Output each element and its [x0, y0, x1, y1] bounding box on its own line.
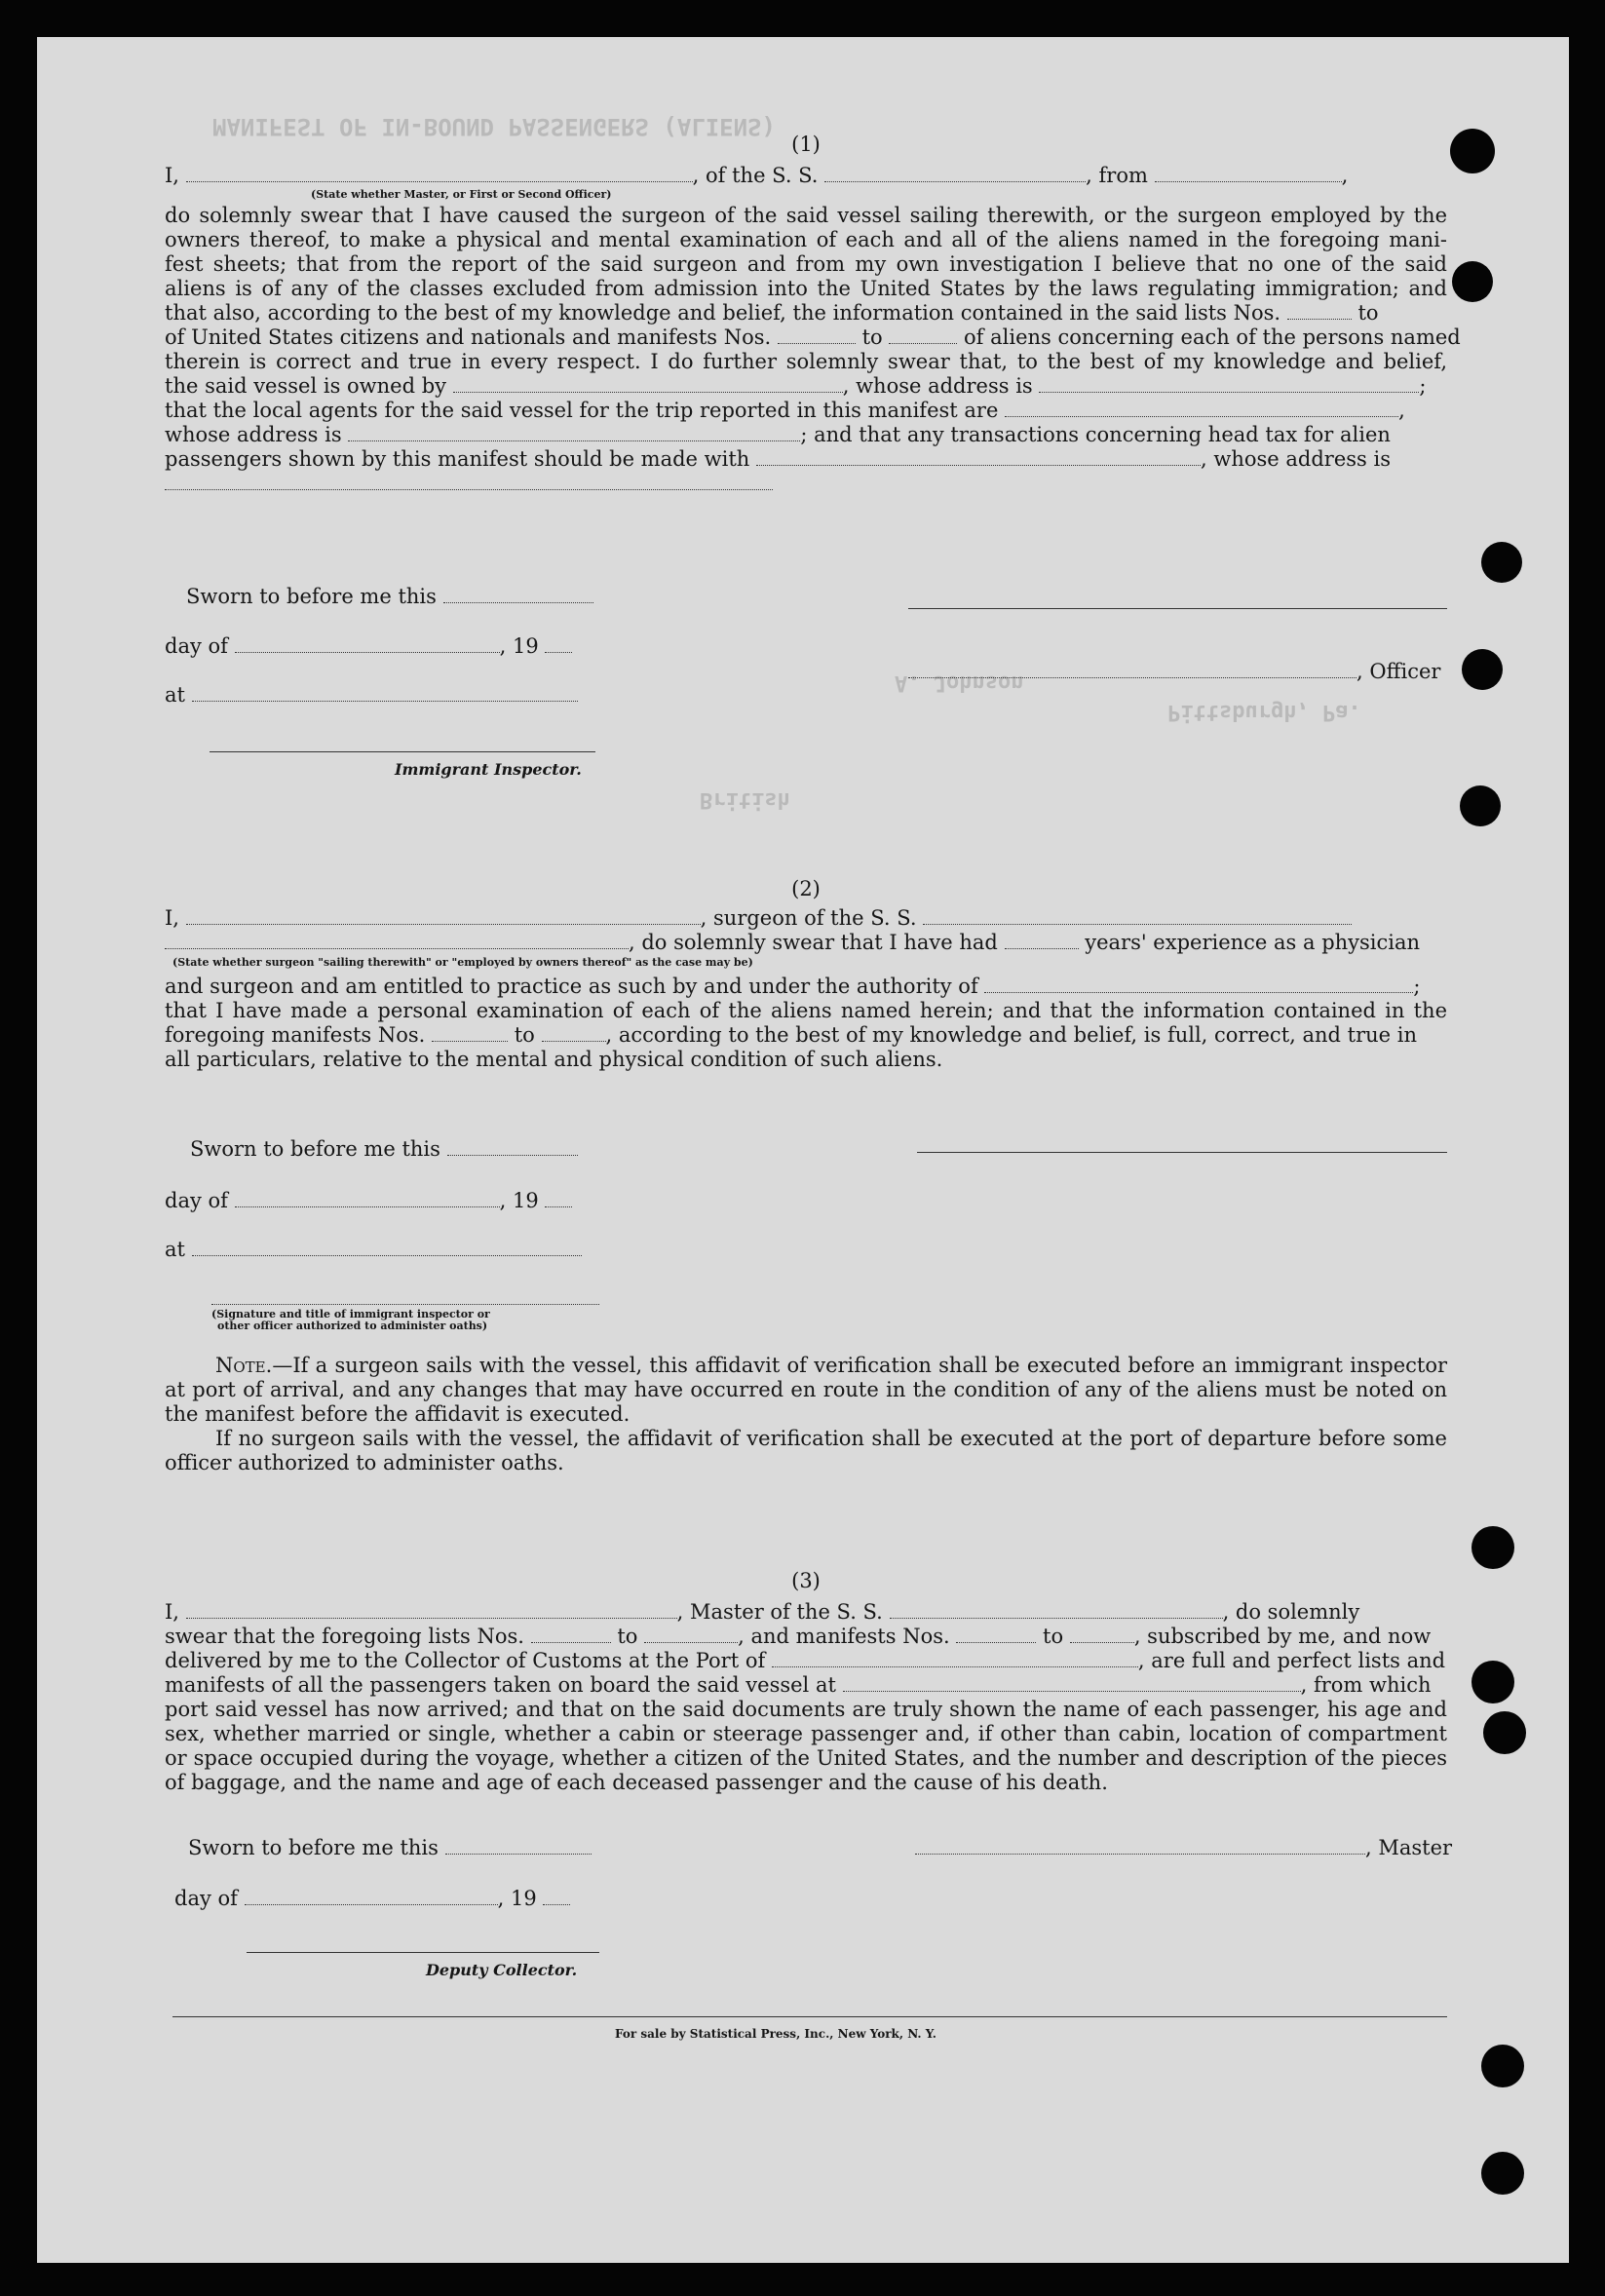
section-2-surgeon-affidavit	[165, 877, 1447, 1072]
day-of-label: day of	[165, 634, 228, 658]
text-fragment: foregoing manifests Nos.	[165, 1023, 426, 1047]
year-label: , 19	[499, 634, 539, 658]
text-fragment: to	[861, 325, 883, 349]
month-field[interactable]	[245, 1890, 498, 1905]
master-label: , Master	[1365, 1836, 1453, 1859]
sworn-date-field[interactable]	[443, 588, 593, 603]
at-label: at	[165, 1238, 185, 1261]
binder-hole	[1481, 2152, 1524, 2195]
paragraph-line: of baggage, and the name and age of each deceased passenger and the cause of his death.	[165, 1771, 1108, 1794]
text-fragment: swear that the foregoing lists Nos.	[165, 1625, 524, 1648]
section-number: (1)	[791, 133, 821, 156]
text-fragment: I,	[165, 1600, 179, 1624]
bleed-through-line: Pittsburgh, Pa.	[1167, 700, 1361, 724]
place-field[interactable]	[192, 686, 578, 702]
text-fragment: ;	[1413, 975, 1421, 998]
binder-hole	[1483, 1711, 1526, 1754]
day-of-label: day of	[165, 1189, 228, 1212]
text-fragment: , are full and perfect lists and	[1137, 1649, 1446, 1672]
signature-caption: (Signature and title of immigrant inspector or other officer authorized to administer oaths)	[211, 1308, 490, 1332]
note-text: —If a surgeon sails with the vessel, this affidavit of verification shall be executed before an immigrant inspector at port of arrival, and any changes that may have occurred en route in the condition of any of the aliens must be noted on the manifest before the affidavit is executed.	[165, 1354, 1447, 1426]
text-fragment: , and manifests Nos.	[738, 1625, 950, 1648]
inspector-caption: Immigrant Inspector.	[395, 760, 582, 779]
paragraph-line: therein is correct and true in every respect. I do further solemnly swear that, to the best of my knowledge and belief,	[165, 350, 1447, 373]
note-text: If no surgeon sails with the vessel, the affidavit of verification shall be executed at the port of departure before some officer authorized to administer oaths.	[165, 1427, 1447, 1474]
binder-hole	[1462, 649, 1503, 690]
text-fragment: the said vessel is owned by	[165, 374, 447, 398]
paragraph-line: fest sheets; that from the report of the said surgeon and from my own investigation I believe that no one of the said	[165, 252, 1447, 276]
binder-hole	[1471, 1661, 1514, 1703]
text-fragment: ; and that any transactions concerning head tax for alien	[800, 423, 1391, 446]
paragraph-line: sex, whether married or single, whether a cabin or steerage passenger and, if other than cabin, location of compartment	[165, 1722, 1447, 1745]
officer-blank-line[interactable]	[908, 608, 1447, 609]
footer-rule	[172, 2016, 1447, 2017]
year-field[interactable]	[543, 1890, 570, 1905]
year-label: , 19	[499, 1189, 539, 1212]
master-manifests-to-field[interactable]	[1070, 1627, 1134, 1643]
text-fragment: to	[514, 1023, 535, 1047]
month-field[interactable]	[235, 637, 500, 653]
section-1-master-affidavit	[165, 133, 1461, 496]
day-of-label: day of	[174, 1887, 238, 1910]
officer-name-field[interactable]	[186, 167, 693, 182]
text-fragment: , whose address is	[1201, 447, 1391, 471]
citizen-lists-from-field[interactable]	[1287, 304, 1352, 320]
text-fragment: ,	[1341, 164, 1349, 187]
master-manifests-from-field[interactable]	[956, 1627, 1036, 1643]
text-fragment: that the local agents for the said vessel for the trip reported in this manifest are	[165, 399, 999, 422]
administering-officer-line[interactable]	[211, 1304, 599, 1305]
text-fragment: of aliens concerning each of the persons named	[964, 325, 1461, 349]
surgeon-manifests-from-field[interactable]	[432, 1026, 508, 1042]
surgeon-note	[165, 1354, 1447, 1475]
departure-port-field[interactable]	[1155, 167, 1342, 182]
text-fragment: , according to the best of my knowledge and belief, is full, correct, and true in	[605, 1023, 1417, 1047]
text-fragment: I,	[165, 906, 179, 930]
binder-hole	[1471, 1526, 1514, 1569]
text-fragment: years' experience as a physician	[1085, 931, 1421, 954]
surgeon-vessel-field[interactable]	[923, 909, 1352, 925]
text-fragment: , of the S. S.	[692, 164, 819, 187]
text-fragment: delivered by me to the Collector of Customs at the Port of	[165, 1649, 766, 1672]
sworn-date-field[interactable]	[447, 1140, 578, 1156]
manifests-from-field[interactable]	[778, 328, 856, 344]
lists-to-field[interactable]	[644, 1627, 738, 1643]
bleed-through-heading: MANIFEST OF IN-BOUND PASSENGERS (ALIENS)	[212, 113, 776, 140]
place-field[interactable]	[192, 1241, 582, 1256]
surgeon-manifests-to-field[interactable]	[542, 1026, 606, 1042]
binder-hole	[1450, 129, 1495, 173]
vessel-name-field[interactable]	[824, 167, 1086, 182]
master-name-field[interactable]	[186, 1603, 677, 1619]
sworn-date-field[interactable]	[445, 1839, 592, 1855]
paragraph-line: that I have made a personal examination of each of the aliens named herein; and that the information contained in the	[165, 999, 1447, 1022]
collector-caption: Deputy Collector.	[426, 1961, 578, 1979]
year-label: , 19	[497, 1887, 537, 1910]
paragraph-line: do solemnly swear that I have caused the surgeon of the said vessel sailing therewith, or the surgeon employed by the	[165, 204, 1447, 227]
text-fragment: whose address is	[165, 423, 342, 446]
text-fragment: I,	[165, 164, 179, 187]
paragraph-line: or space occupied during the voyage, whether a citizen of the United States, and the number and description of the pieces	[165, 1746, 1447, 1770]
practice-authority-field[interactable]	[984, 977, 1413, 993]
master-signature-field[interactable]	[915, 1839, 1365, 1855]
agents-address-field[interactable]	[348, 426, 800, 441]
manifests-to-field[interactable]	[889, 328, 957, 344]
text-fragment: , from	[1086, 164, 1148, 187]
vessel-owner-field[interactable]	[453, 377, 843, 393]
paragraph-line: all particulars, relative to the mental and physical condition of such aliens.	[165, 1048, 943, 1071]
port-of-embarkation-field[interactable]	[843, 1676, 1301, 1692]
text-fragment: ;	[1419, 374, 1427, 398]
years-experience-field[interactable]	[1005, 934, 1079, 949]
master-vessel-field[interactable]	[890, 1603, 1223, 1619]
text-fragment: , subscribed by me, and now	[1133, 1625, 1432, 1648]
text-fragment: , do solemnly swear that I have had	[629, 931, 998, 954]
month-field[interactable]	[235, 1192, 500, 1207]
text-fragment: ,	[1398, 399, 1405, 422]
head-tax-party-field[interactable]	[756, 450, 1201, 466]
bleed-through-line: British	[700, 787, 790, 812]
year-field[interactable]	[545, 637, 572, 653]
paragraph-line: port said vessel has now arrived; and that on the said documents are truly shown the name of each passenger, his age and	[165, 1698, 1447, 1721]
field-hint: (State whether surgeon "sailing therewith" or "employed by owners thereof" as the case may be)	[172, 956, 753, 969]
bleed-through-line: A. Johnson	[895, 670, 1024, 695]
text-fragment: , Master of the S. S.	[676, 1600, 883, 1624]
port-of-arrival-field[interactable]	[772, 1652, 1138, 1667]
collector-signature-line[interactable]	[247, 1952, 599, 1953]
surgeon-status-field[interactable]	[165, 934, 629, 949]
note-label: Note.	[215, 1354, 273, 1377]
paragraph-line: owners thereof, to make a physical and mental examination of each and all of the aliens named in the foregoing mani-	[165, 228, 1447, 251]
surgeon-name-field[interactable]	[186, 909, 701, 925]
at-label: at	[165, 683, 185, 707]
text-fragment: , whose address is	[842, 374, 1033, 398]
paragraph-line: aliens is of any of the classes excluded from admission into the United States by the laws regulating immigration; and	[165, 277, 1447, 300]
inspector-signature-line[interactable]	[210, 751, 595, 752]
officer-signature-field[interactable]	[908, 663, 1357, 678]
section-number: (3)	[791, 1569, 821, 1592]
text-fragment: to	[1357, 301, 1379, 325]
text-fragment: , from which	[1300, 1673, 1432, 1697]
text-fragment: that also, according to the best of my knowledge and belief, the information contained in the said lists Nos.	[165, 301, 1281, 325]
field-hint: (State whether Master, or First or Second Officer)	[311, 188, 612, 201]
sworn-label: Sworn to before me this	[190, 1137, 440, 1161]
surgeon-signature-line[interactable]	[917, 1152, 1447, 1153]
text-fragment: , surgeon of the S. S.	[700, 906, 917, 930]
text-fragment: to	[617, 1625, 638, 1648]
head-tax-address-field[interactable]	[165, 475, 773, 490]
lists-from-field[interactable]	[531, 1627, 611, 1643]
text-fragment: to	[1043, 1625, 1064, 1648]
text-fragment: and surgeon and am entitled to practice as such by and under the authority of	[165, 975, 978, 998]
year-field[interactable]	[545, 1192, 572, 1207]
local-agents-field[interactable]	[1005, 402, 1398, 417]
binder-hole	[1481, 542, 1522, 583]
form-page	[37, 37, 1569, 2263]
binder-hole	[1460, 785, 1501, 826]
officer-label: , Officer	[1357, 660, 1441, 683]
binder-hole	[1481, 2045, 1524, 2087]
sworn-label: Sworn to before me this	[188, 1836, 439, 1859]
printer-footer: For sale by Statistical Press, Inc., New York, N. Y.	[615, 2027, 936, 2041]
section-3-master-verification	[165, 1569, 1447, 1795]
text-fragment: of United States citizens and nationals and manifests Nos.	[165, 325, 772, 349]
sworn-label: Sworn to before me this	[186, 585, 437, 608]
owner-address-field[interactable]	[1039, 377, 1419, 393]
text-fragment: , do solemnly	[1222, 1600, 1360, 1624]
text-fragment: passengers shown by this manifest should be made with	[165, 447, 750, 471]
text-fragment: manifests of all the passengers taken on board the said vessel at	[165, 1673, 836, 1697]
section-number: (2)	[791, 877, 821, 900]
binder-hole	[1452, 261, 1493, 302]
